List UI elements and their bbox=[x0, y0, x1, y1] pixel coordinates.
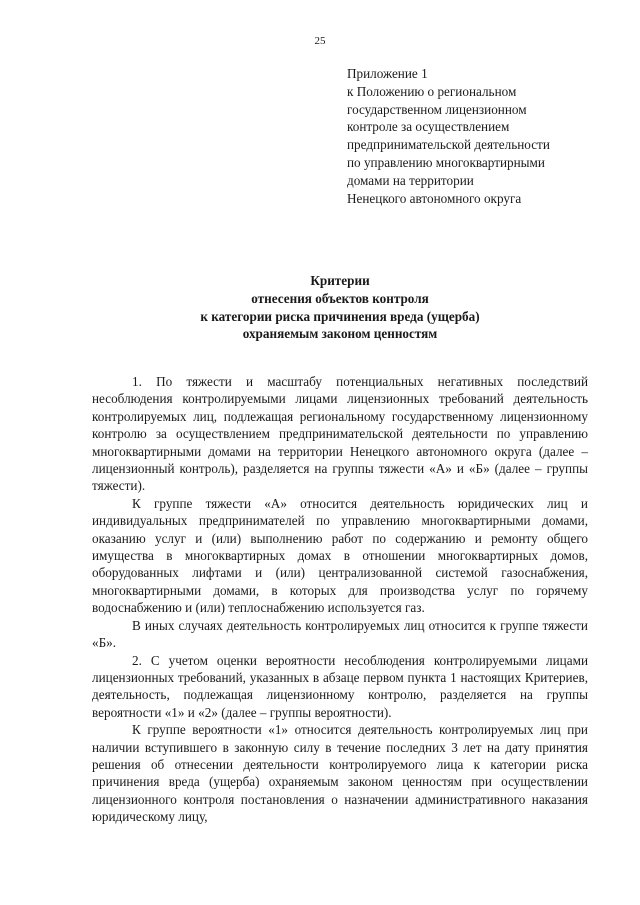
appendix-line: государственном лицензионном bbox=[347, 101, 527, 117]
page-number: 25 bbox=[314, 35, 326, 47]
appendix-line: Приложение 1 bbox=[347, 66, 428, 81]
document-title bbox=[92, 272, 588, 343]
appendix-line: контроле за осуществлением bbox=[347, 119, 510, 135]
appendix-line: Ненецкого автономного округа bbox=[347, 190, 522, 206]
appendix-line: предпринимательской деятельности bbox=[347, 137, 550, 153]
paragraph: 2. С учетом оценки вероятности несоблюдения контролируемыми лицами лицензионных требований, указанных в абзаце первом пункта 1 настоящих Критериев, деятельность, подлежащая лицензионному контролю, разделяется на группы вероятности «1» и «2» (далее – группы вероятности). bbox=[92, 652, 588, 720]
paragraph: К группе тяжести «А» относится деятельность юридических лиц и индивидуальных предпринимателей по управлению многоквартирными домами, оказанию услуг и (или) выполнению работ по содержанию и ремонту общего имущества в многоквартирных домах в отношении многоквартирных домов, оборудованных лифтами и (или) централизованной системой газоснабжения, многоквартирными домами, в которых для производства услуг по горячему водоснабжению и (или) теплоснабжению используется газ. bbox=[92, 495, 588, 616]
paragraph: 1. По тяжести и масштабу потенциальных негативных последствий несоблюдения контролируемыми лицами лицензионных требований деятельность контролируемых лиц, подлежащая региональному государственному лицензионному контролю за осуществлением предпринимательской деятельности по управлению многоквартирными домами на территории Ненецкого автономного округа (далее – лицензионный контроль), разделяется на группы тяжести «А» и «Б» (далее – группы тяжести). bbox=[92, 374, 588, 494]
paragraph: В иных случаях деятельность контролируемых лиц относится к группе тяжести «Б». bbox=[92, 617, 588, 651]
title-line: Критерии bbox=[310, 273, 370, 288]
appendix-block bbox=[347, 65, 607, 207]
paragraph: К группе вероятности «1» относится деятельность контролируемых лиц при наличии вступившего в законную силу в течение последних 3 лет на дату принятия решения об отнесении деятельности контролируемого лица к категории риска причинения вреда (ущерба) охраняемым законом ценностям при осуществлении лицензионного контроля постановления о назначении административного наказания юридическому лицу, bbox=[92, 722, 588, 825]
document-body bbox=[92, 373, 588, 826]
appendix-line: по управлению многоквартирными bbox=[347, 154, 545, 170]
appendix-line: домами на территории bbox=[347, 172, 474, 188]
title-line: к категории риска причинения вреда (ущерба) bbox=[200, 308, 480, 324]
title-line: отнесения объектов контроля bbox=[251, 290, 429, 306]
title-line: охраняемым законом ценностям bbox=[242, 326, 438, 342]
appendix-line: к Положению о региональном bbox=[347, 83, 517, 99]
